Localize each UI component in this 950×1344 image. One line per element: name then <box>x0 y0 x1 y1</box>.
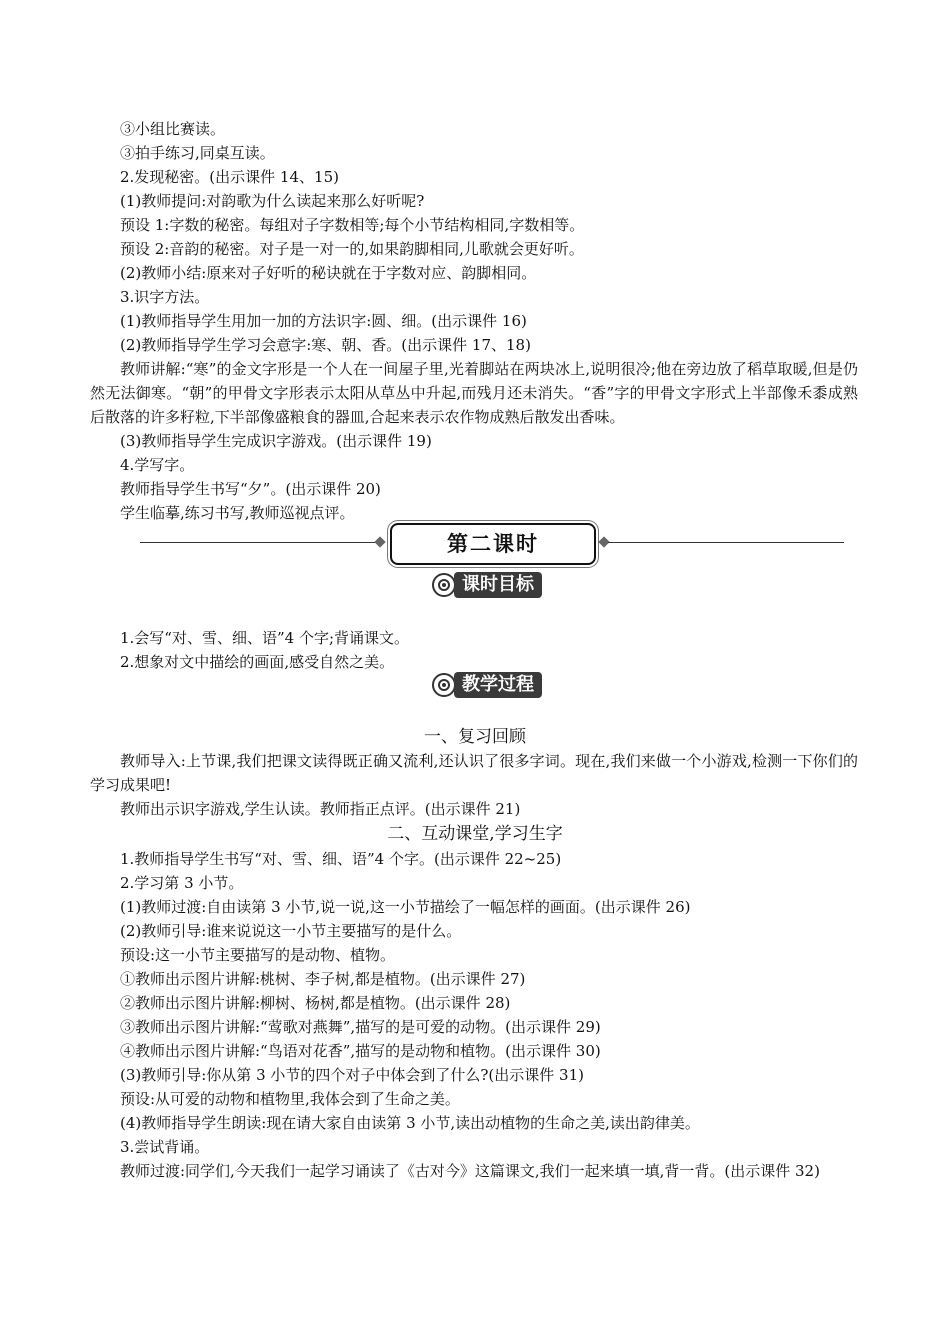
text-line: (2)教师引导:谁来说说这一小节主要描写的是什么。 <box>120 922 462 940</box>
text-line: ①教师出示图片讲解:桃树、李子树,都是植物。(出示课件 27) <box>120 970 526 988</box>
target-icon <box>432 573 456 597</box>
text-line: 1.会写“对、雪、细、语”4 个字;背诵课文。 <box>120 629 410 647</box>
text-line: 2.学习第 3 小节。 <box>120 874 244 892</box>
lesson-header <box>140 522 844 564</box>
badge-label: 课时目标 <box>454 572 542 598</box>
text-line: 2.想象对文中描绘的画面,感受自然之美。 <box>120 653 395 671</box>
text-line: 预设:这一小节主要描写的是动物、植物。 <box>120 946 396 964</box>
text-line: 预设:从可爱的动物和植物里,我体会到了生命之美。 <box>120 1090 460 1108</box>
text-line: 预设 2:音韵的秘密。对子是一对一的,如果韵脚相同,儿歌就会更好听。 <box>120 240 584 258</box>
text-line: ③小组比赛读。 <box>120 120 226 138</box>
text-line: 3.识字方法。 <box>120 288 210 306</box>
text-paragraph: 教师过渡:同学们,今天我们一起学习诵读了《古对今》这篇课文,我们一起来填一填,背一背。(出示课件 32) <box>120 1162 820 1180</box>
text-line: ③拍手练习,同桌互读。 <box>120 144 275 162</box>
section-heading: 一、复习回顾 <box>424 727 526 747</box>
text-line: (3)教师引导:你从第 3 小节的四个对子中体会到了什么?(出示课件 31) <box>120 1066 584 1084</box>
text-line: (1)教师过渡:自由读第 3 小节,说一说,这一小节描绘了一幅怎样的画面。(出示课件 26) <box>120 898 691 916</box>
text-line: (1)教师提问:对韵歌为什么读起来那么好听呢? <box>120 192 425 210</box>
text-paragraph: 教师讲解:“寒”的金文字形是一个人在一间屋子里,光着脚站在两块冰上,说明很冷;他在旁边放了稻草取暖,但是仍然无法御寒。“朝”的甲骨文字形表示太阳从草丛中升起,而残月还未消失。“香”字的甲骨文字形式上半部像禾黍成熟后散落的许多籽粒,下半部像盛粮食的器皿,合起来表示农作物成熟后散发出香味。 <box>90 360 858 426</box>
text-line: 教师出示识字游戏,学生认读。教师指正点评。(出示课件 21) <box>120 800 521 818</box>
divider-rule <box>140 542 378 543</box>
text-line: 学生临摹,练习书写,教师巡视点评。 <box>120 504 355 522</box>
text-line: 4.学写字。 <box>120 456 195 474</box>
text-line: 1.教师指导学生书写“对、雪、细、语”4 个字。(出示课件 22~25) <box>120 850 562 868</box>
badge-label: 教学过程 <box>454 672 542 698</box>
text-line: 预设 1:字数的秘密。每组对子字数相等;每个小节结构相同,字数相等。 <box>120 216 585 234</box>
text-line: ②教师出示图片讲解:柳树、杨树,都是植物。(出示课件 28) <box>120 994 511 1012</box>
text-line: ③教师出示图片讲解:“莺歌对燕舞”,描写的是可爱的动物。(出示课件 29) <box>120 1018 601 1036</box>
text-line: ④教师出示图片讲解:“鸟语对花香”,描写的是动物和植物。(出示课件 30) <box>120 1042 601 1060</box>
text-paragraph: 教师导入:上节课,我们把课文读得既正确又流利,还认识了很多字词。现在,我们来做一个小游戏,检测一下你们的学习成果吧! <box>90 752 858 794</box>
lesson-title: 第二课时 <box>390 523 596 565</box>
text-line: (4)教师指导学生朗读:现在请大家自由读第 3 小节,读出动植物的生命之美,读出韵律美。 <box>120 1114 700 1132</box>
section-heading: 二、互动课堂,学习生字 <box>387 824 563 844</box>
text-line: 教师指导学生书写“夕”。(出示课件 20) <box>120 480 381 498</box>
divider-rule <box>608 542 844 543</box>
text-line: (1)教师指导学生用加一加的方法识字:圆、细。(出示课件 16) <box>120 312 527 330</box>
text-line: 3.尝试背诵。 <box>120 1138 210 1156</box>
text-line: 2.发现秘密。(出示课件 14、15) <box>120 168 339 186</box>
text-line: (3)教师指导学生完成识字游戏。(出示课件 19) <box>120 432 432 450</box>
diamond-ornament-icon <box>374 536 385 547</box>
text-line: (2)教师指导学生学习会意字:寒、朝、香。(出示课件 17、18) <box>120 336 531 354</box>
text-line: (2)教师小结:原来对子好听的秘诀就在于字数对应、韵脚相同。 <box>120 264 537 282</box>
target-icon <box>432 673 456 697</box>
